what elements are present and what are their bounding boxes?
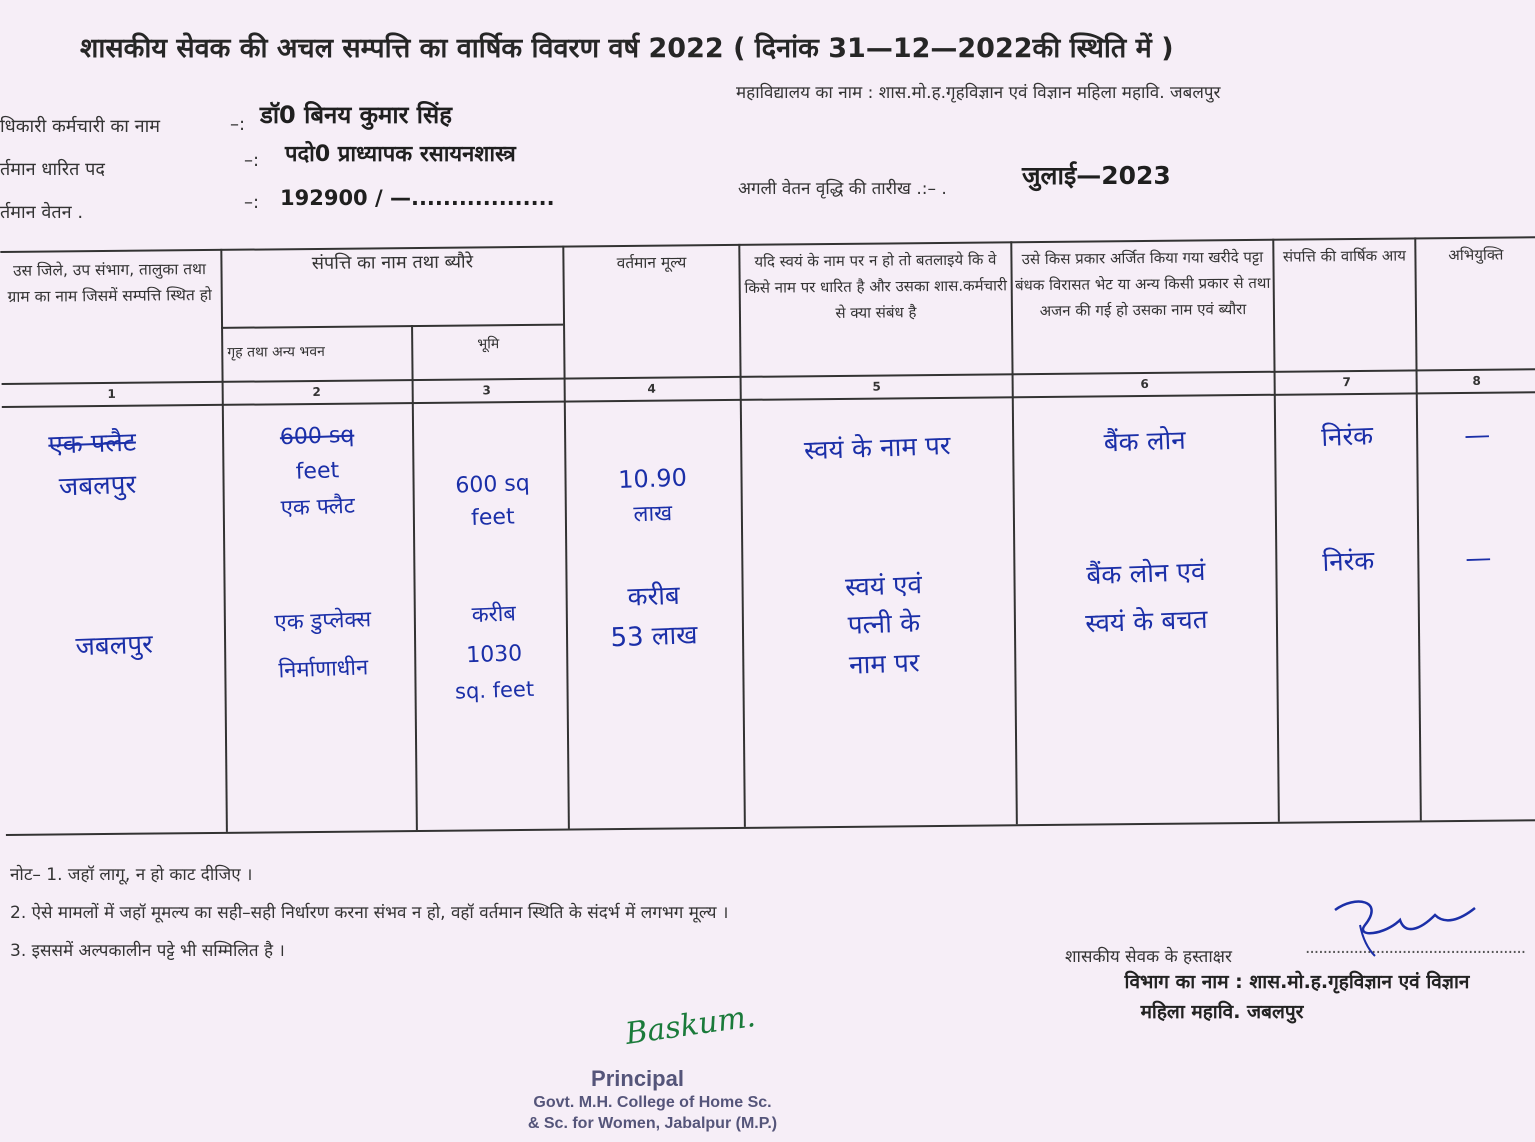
signature-mark	[1325, 890, 1485, 960]
row2-acquisition-line2: स्वयं के बचत	[1084, 604, 1209, 640]
name-value: डॉ0 बिनय कुमार सिंह	[260, 101, 452, 129]
number-row-line	[2, 391, 1535, 408]
row1-building-type: एक फ्लैट	[280, 493, 356, 522]
increment-label: अगली वेतन वृद्धि की तारीख .:– .	[738, 179, 947, 199]
col-number-3: 3	[482, 383, 491, 398]
row2-holder-line2: पत्नी के	[847, 608, 921, 641]
header-col2: गृह तथा अन्य भवन	[227, 343, 325, 361]
col-divider-6	[1272, 239, 1280, 822]
department-line2: महिला महावि. जबलपुर	[1140, 1001, 1304, 1023]
row1-building-size: 600 sq	[279, 422, 355, 451]
college-label: महाविद्यालय का नाम : शास.मो.ह.गृहविज्ञान एवं विज्ञान महिला महावि. जबलपुर	[736, 83, 1221, 103]
row2-holder-line1: स्वयं एवं	[844, 570, 923, 603]
post-value: पदो0 प्राध्यापक रसायनशास्त्र	[285, 142, 516, 167]
header-col5: यदि स्वयं के नाम पर न हो तो बतलाइये कि वे किसे नाम पर धारित है और उसका शास.कर्मचारी से क्या संबंध है	[744, 250, 1008, 322]
table-bottom-border	[6, 819, 1535, 836]
department-line1: विभाग का नाम : शास.मो.ह.गृहविज्ञान एवं विज्ञान	[1124, 971, 1470, 993]
col-number-4: 4	[647, 381, 656, 396]
col-number-5: 5	[872, 379, 881, 394]
signature-label: शासकीय सेवक के हस्ताक्षर	[1065, 947, 1232, 967]
row1-remarks: —	[1463, 420, 1491, 452]
row1-holder: स्वयं के नाम पर	[803, 430, 952, 467]
salary-value: 192900 / —..................	[280, 186, 555, 210]
row2-income: निरंक	[1321, 546, 1375, 578]
col-divider-5	[1010, 241, 1018, 824]
col-number-6: 6	[1140, 376, 1149, 392]
note-2: 2. ऐसे मामलों में जहॉ मूमल्य का सही–सही निर्धारण करना संभव न हो, वहॉ वर्तमान स्थिति के संदर्भ में लगभग मूल्य ।	[10, 903, 729, 923]
salary-separator: –:	[244, 192, 260, 213]
row1-income: निरंक	[1320, 421, 1374, 453]
row1-location: जबलपुर	[58, 469, 137, 503]
increment-value: जुलाई—2023	[1022, 161, 1171, 190]
row1-value: 10.90	[617, 463, 688, 494]
row2-land-size: 1030	[465, 641, 523, 669]
header-col3: भूमि	[477, 336, 500, 353]
col-number-2: 2	[312, 384, 321, 400]
row2-location: जबलपुर	[75, 629, 154, 663]
row1-acquisition: बैंक लोन	[1103, 425, 1187, 459]
row2-value: 53 लाख	[610, 620, 699, 654]
row1-land-unit: feet	[470, 504, 516, 532]
header-bottom-line	[2, 368, 1535, 385]
post-label: र्तमान धारित पद	[0, 159, 105, 180]
note-3: 3. इससमें अल्पकालीन पट्टे भी सम्मिलित है ।	[10, 941, 285, 961]
row2-building-type: एक डुप्लेक्स	[274, 607, 372, 636]
row2-value-approx: करीब	[627, 580, 681, 613]
stamp-title: Principal	[591, 1066, 684, 1091]
row1-land-size: 600 sq	[454, 470, 531, 499]
header-col8: अभियुक्ति	[1448, 245, 1504, 265]
col-number-8: 8	[1472, 373, 1481, 388]
row2-land-unit: sq. feet	[454, 676, 535, 704]
row1-location-struck: एक फ्लैट	[47, 427, 137, 461]
principal-signature: Baskum.	[623, 999, 758, 1052]
name-separator: –:	[230, 114, 246, 135]
row2-acquisition-line1: बैंक लोन एवं	[1085, 556, 1206, 592]
header-col1: उस जिले, उप संभाग, तालुका तथा ग्राम का नाम जिसमें सम्पत्ति स्थित हो	[7, 260, 212, 306]
header-col4: वर्तमान मूल्य	[616, 253, 687, 273]
header-col7: संपत्ति की वार्षिक आय	[1282, 246, 1406, 266]
col-number-7: 7	[1342, 375, 1351, 390]
signature-dots: ..................................................	[1305, 938, 1526, 958]
stamp-college-line2: & Sc. for Women, Jabalpur (M.P.)	[527, 1115, 778, 1132]
col-divider-1	[220, 249, 228, 832]
row2-building-status: निर्माणाधीन	[278, 655, 369, 684]
header-col6: उसे किस प्रकार अर्जित किया गया खरीदे पट्टा बंधक विरासत भेट या अन्य किसी प्रकार से तथा अजन की गई हो उसका नाम एवं ब्यौरा	[1014, 247, 1271, 321]
stamp-college-line1: Govt. M.H. College of Home Sc.	[533, 1094, 772, 1111]
row1-building-unit: feet	[295, 458, 340, 485]
name-label: धिकारी कर्मचारी का नाम	[0, 116, 161, 137]
post-separator: –:	[244, 150, 260, 171]
row2-land-approx: करीब	[471, 601, 517, 629]
row2-holder-line3: नाम पर	[848, 648, 921, 681]
col-divider-7	[1414, 237, 1422, 820]
col-number-1: 1	[107, 386, 116, 401]
row1-value-unit: लाख	[633, 501, 673, 528]
salary-label: र्तमान वेतन .	[0, 202, 84, 223]
col-divider-4	[738, 244, 746, 827]
property-table	[0, 203, 1535, 836]
header-col2-3: संपत्ति का नाम तथा ब्यौरे	[311, 251, 474, 275]
col-divider-3	[562, 246, 570, 829]
form-title: शासकीय सेवक की अचल सम्पत्ति का वार्षिक विवरण वर्ष 2022 ( दिनांक 31—12—2022की स्थिति में )	[80, 33, 1174, 64]
note-1: नोट– 1. जहॉ लागू, न हो काट दीजिए ।	[10, 865, 253, 885]
col-divider-2	[411, 325, 418, 830]
subheader-line	[221, 324, 563, 329]
row2-remarks: —	[1464, 543, 1492, 575]
